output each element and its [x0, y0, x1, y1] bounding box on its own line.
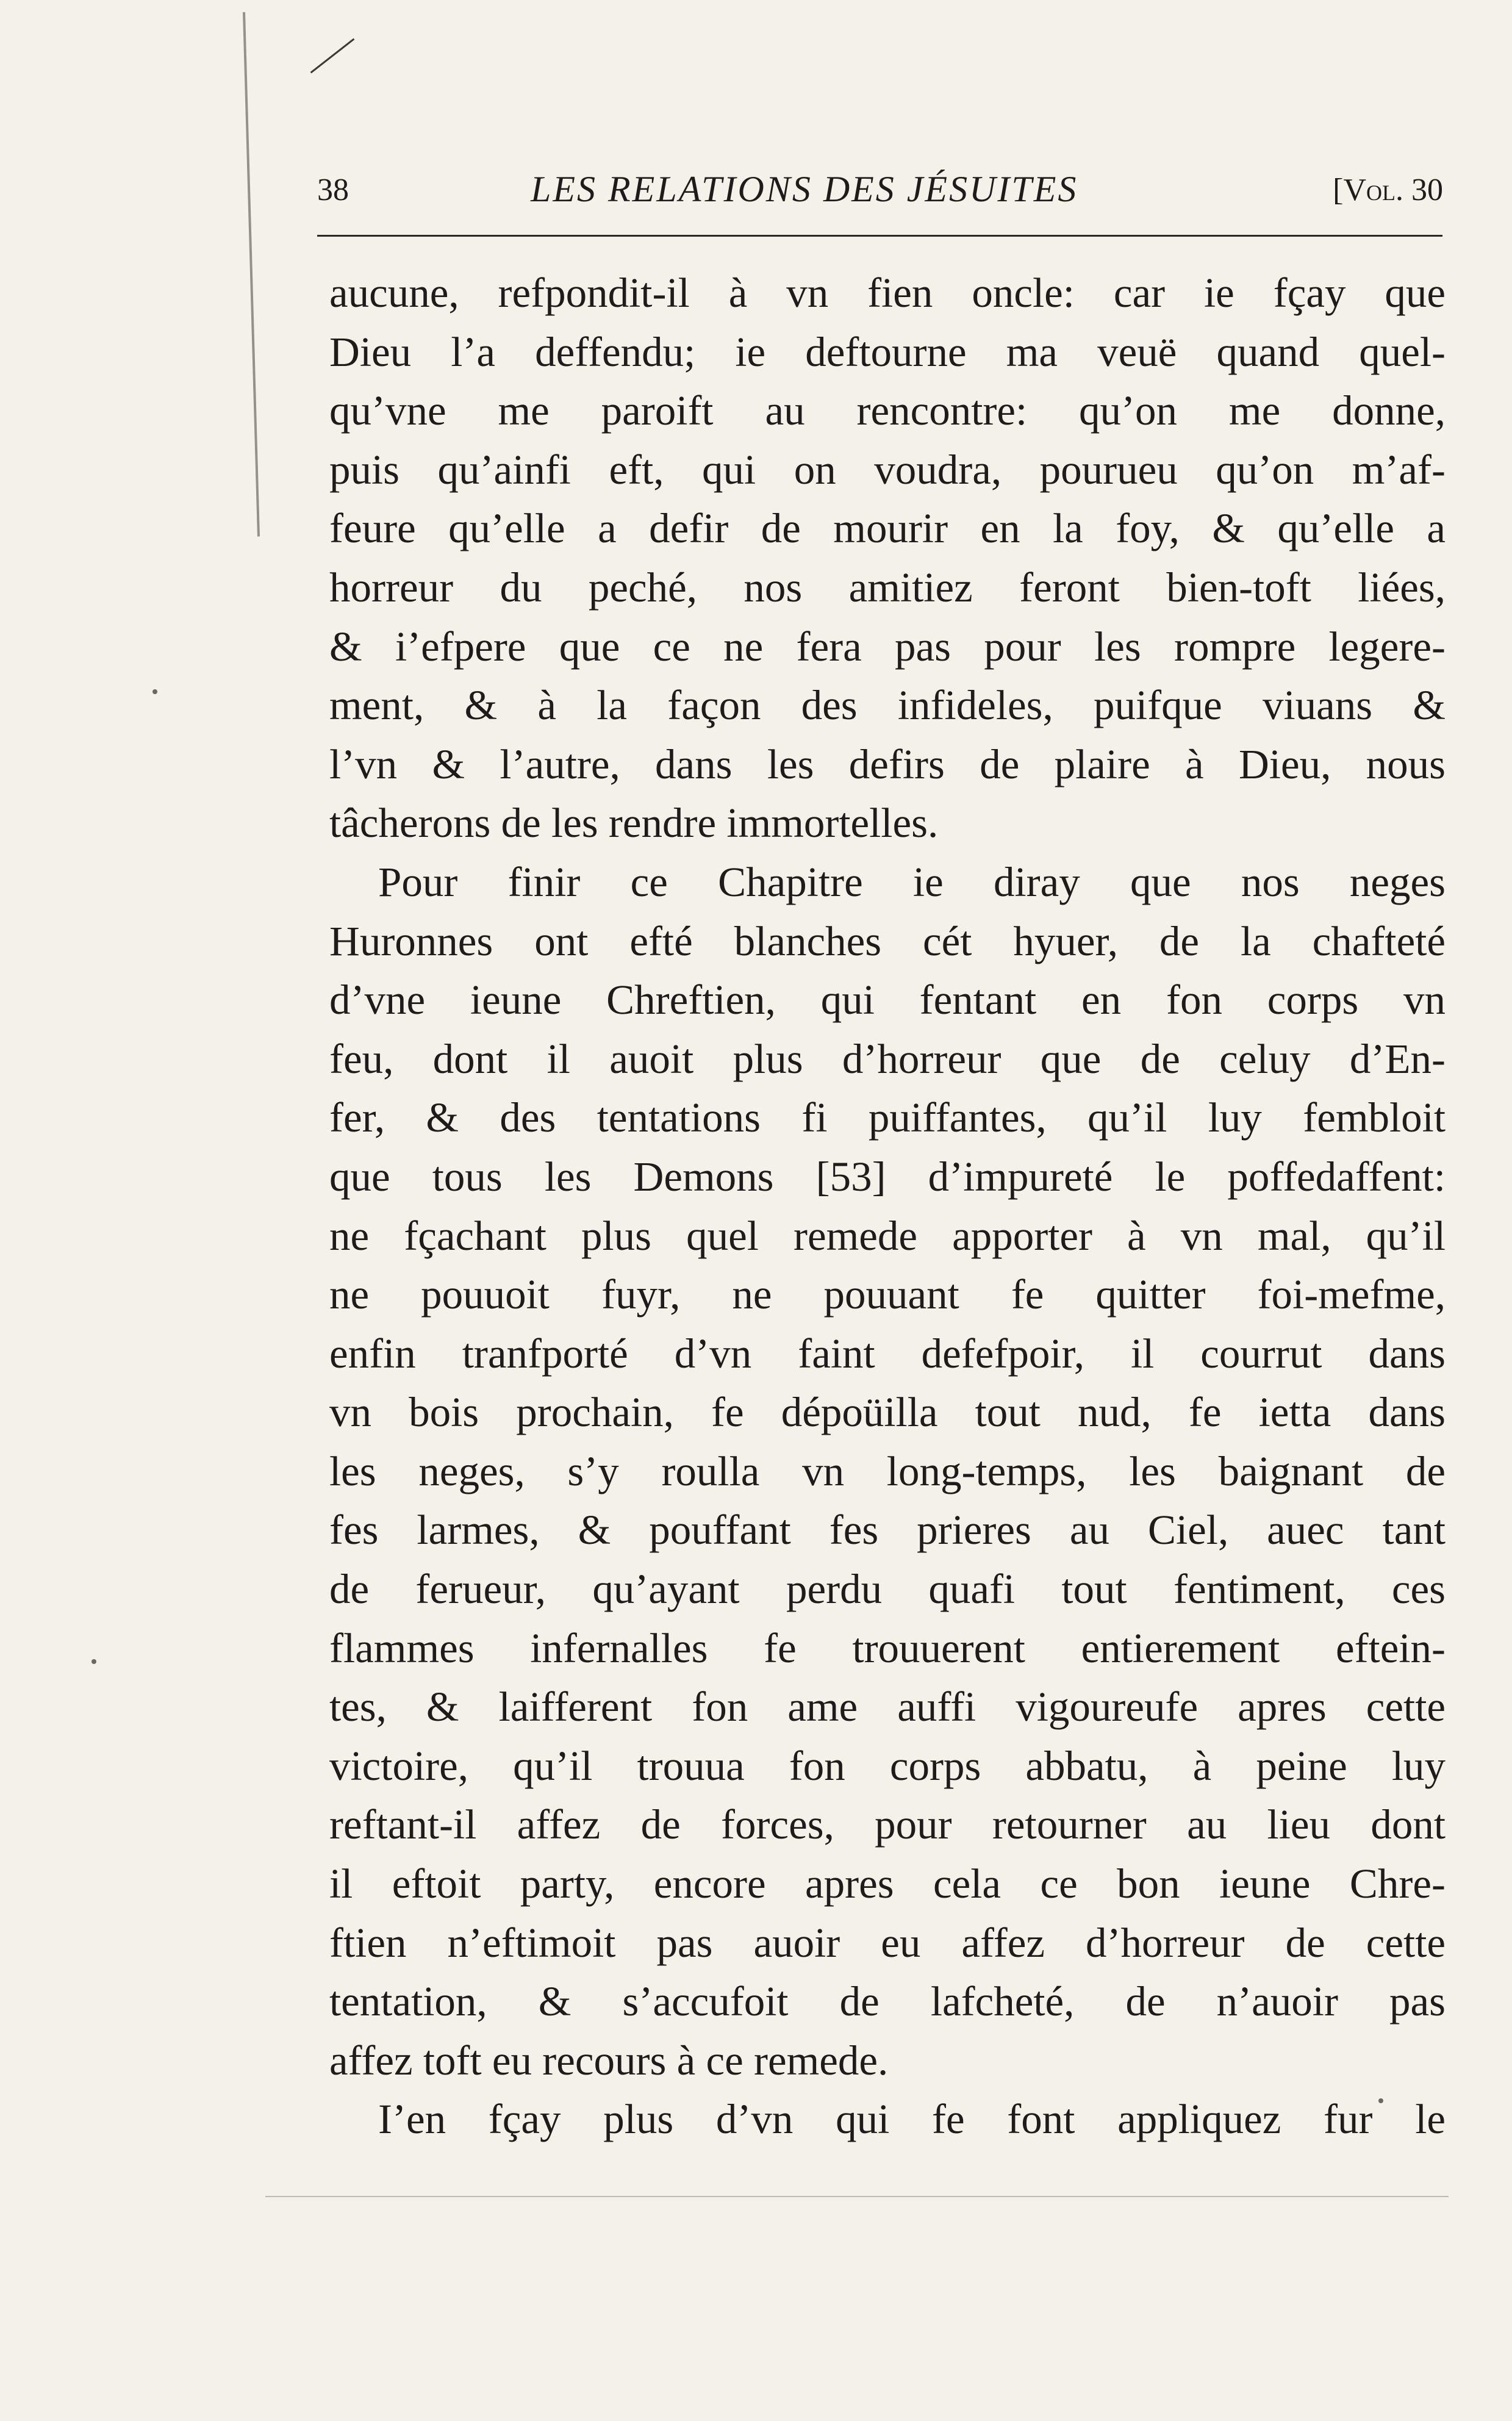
text-line: qu’vne me paroift au rencontre: qu’on me donne,	[329, 387, 1446, 434]
text-line: horreur du peché, nos amitiez feront bien-toft liées,	[329, 564, 1446, 611]
text-line: fer, & des tentations fi puiffantes, qu’il luy fembloit	[329, 1094, 1446, 1141]
stray-mark	[152, 689, 157, 694]
text-line: Huronnes ont efté blanches cét hyuer, de la chafteté	[329, 917, 1446, 964]
text-line: ne pouuoit fuyr, ne pouuant fe quitter foi-mefme,	[329, 1271, 1446, 1318]
text-line: tentation, & s’accufoit de lafcheté, de n’auoir pas	[329, 1978, 1446, 2025]
text-line: d’vne ieune Chreftien, qui fentant en fon corps vn	[329, 977, 1446, 1024]
text-line: victoire, qu’il trouua fon corps abbatu, à peine luy	[329, 1742, 1446, 1789]
text-line: que tous les Demons [53] d’impureté le poffedaffent:	[329, 1153, 1446, 1200]
paragraph-2	[329, 853, 1446, 2090]
paragraph-3	[329, 2090, 1446, 2149]
text-line: ftien n’eftimoit pas auoir eu affez d’horreur de cette	[329, 1919, 1446, 1966]
text-line: feure qu’elle a defir de mourir en la foy, & qu’elle a	[329, 505, 1446, 552]
text-line: enfin tranfporté d’vn faint defefpoir, il courrut dans	[329, 1330, 1446, 1377]
page-number: 38	[317, 173, 349, 207]
text-line: il eftoit party, encore apres cela ce bon ieune Chre-	[329, 1860, 1446, 1907]
text-line: I’en fçay plus d’vn qui fe font appliquez fur le	[378, 2096, 1446, 2143]
running-head	[317, 166, 1452, 227]
text-line: tâcherons de les rendre immortelles.	[329, 800, 939, 847]
text-line: affez toft eu recours à ce remede.	[329, 2037, 889, 2084]
stray-mark	[91, 1659, 96, 1664]
body-text	[329, 264, 1446, 2149]
text-line: feu, dont il auoit plus d’horreur que de celuy d’En-	[329, 1035, 1446, 1082]
text-line: Pour finir ce Chapitre ie diray que nos neges	[378, 858, 1446, 905]
text-line: vn bois prochain, fe dépoüilla tout nud, fe ietta dans	[329, 1389, 1446, 1436]
text-line: l’vn & l’autre, dans les defirs de plaire à Dieu, nous	[329, 741, 1446, 787]
text-line: les neges, s’y roulla vn long-temps, les baignant de	[329, 1447, 1446, 1494]
text-line: de ferueur, qu’ayant perdu quafi tout fentiment, ces	[329, 1566, 1446, 1613]
text-line: flammes infernalles fe trouuerent entierement eftein-	[329, 1624, 1446, 1671]
text-line: Dieu l’a deffendu; ie deftourne ma veuë quand quel-	[329, 328, 1446, 375]
paragraph-1	[329, 264, 1446, 853]
text-line: reftant-il affez de forces, pour retourner au lieu dont	[329, 1801, 1446, 1848]
volume-label: [Vol. 30	[1333, 173, 1443, 207]
bottom-rule	[265, 2196, 1449, 2197]
stray-mark	[310, 38, 355, 74]
scan-margin-line	[243, 12, 260, 537]
text-line: tes, & laifferent fon ame auffi vigoureufe apres cette	[329, 1684, 1446, 1731]
text-line: ne fçachant plus quel remede apporter à vn mal, qu’il	[329, 1212, 1446, 1259]
text-line: puis qu’ainfi eft, qui on voudra, pourueu qu’on m’af-	[329, 446, 1446, 493]
text-line: ment, & à la façon des infideles, puifque viuans &	[329, 682, 1446, 729]
text-line: fes larmes, & pouffant fes prieres au Ciel, auec tant	[329, 1507, 1446, 1554]
text-line: & i’efpere que ce ne fera pas pour les rompre legere-	[329, 623, 1446, 670]
text-line: aucune, refpondit-il à vn fien oncle: car ie fçay que	[329, 270, 1446, 316]
header-rule	[317, 235, 1442, 237]
running-title: LES RELATIONS DES JÉSUITES	[531, 169, 1078, 209]
